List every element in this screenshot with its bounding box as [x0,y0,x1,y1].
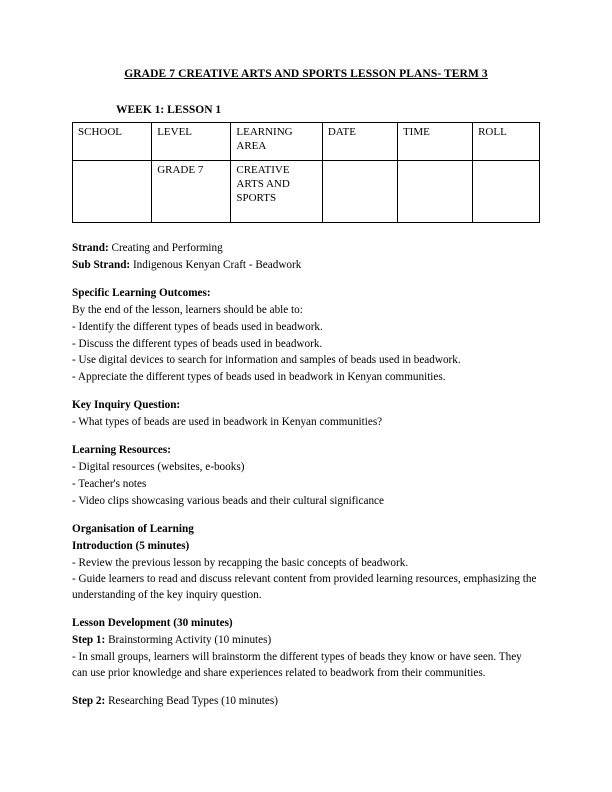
strand-value: Creating and Performing [108,242,223,254]
cell-level: GRADE 7 [152,161,231,223]
strand-label: Strand: [72,242,109,254]
step1-value: Brainstorming Activity (10 minutes) [105,634,272,647]
introduction-item: - Review the previous lesson by recapping the basic concepts of beadwork. [72,556,409,569]
header-date: DATE [322,123,397,161]
inquiry-heading: Key Inquiry Question: [72,399,181,412]
table-row [73,161,540,223]
outcome-item: - Use digital devices to search for information and samples of beads used in beadwork. [72,354,461,367]
lesson-info-table [72,122,540,223]
header-roll: ROLL [473,123,540,161]
header-level: LEVEL [152,123,231,161]
header-time: TIME [397,123,472,161]
step2-line [72,694,540,710]
table-header-row [73,123,540,161]
step2-value: Researching Bead Types (10 minutes) [105,694,278,707]
organisation-heading: Organisation of Learning [72,522,194,535]
spacer [72,511,540,522]
outcomes-intro: By the end of the lesson, learners should be able to: [72,303,303,316]
lesson-development-heading: Lesson Development (30 minutes) [72,617,233,630]
substrand-label: Sub Strand: [72,258,131,271]
step1-line [72,633,540,649]
cell-school [73,161,152,223]
resource-item: - Video clips showcasing various beads and their cultural significance [72,494,384,507]
substrand-line [72,258,540,274]
step2-label: Step 2: [72,694,106,707]
header-learning-area: LEARNING AREA [231,123,322,161]
introduction-heading: Introduction (5 minutes) [72,539,190,552]
cell-date [322,161,397,223]
inquiry-item: - What types of beads are used in beadwork in Kenyan communities? [72,416,383,429]
cell-time [397,161,472,223]
page-title: GRADE 7 CREATIVE ARTS AND SPORTS LESSON PLANS- TERM 3 [124,68,488,80]
outcomes-heading: Specific Learning Outcomes: [72,286,211,299]
substrand-value: Indigenous Kenyan Craft - Beadwork [130,258,302,271]
resources-heading: Learning Resources: [72,444,171,457]
spacer [72,432,540,443]
header-school: SCHOOL [73,123,152,161]
outcome-item: - Appreciate the different types of beads used in beadwork in Kenyan communities. [72,371,446,384]
cell-learning-area: CREATIVE ARTS AND SPORTS [231,161,322,223]
spacer [72,275,540,286]
step1-label: Step 1: [72,634,106,647]
lesson-body [72,241,540,710]
week-lesson-heading: WEEK 1: LESSON 1 [116,104,222,116]
step1-item: - In small groups, learners will brainstorm the different types of beads they know or have seen. They can use prior knowledge and share experiences related to beadwork from their communities. [72,651,522,679]
resource-item: - Teacher's notes [72,477,147,490]
outcome-item: - Discuss the different types of beads used in beadwork. [72,337,323,350]
introduction-item: - Guide learners to read and discuss relevant content from provided learning resources, emphasizing the understanding of the key inquiry question. [72,573,537,602]
spacer [72,683,540,694]
outcome-item: - Identify the different types of beads used in beadwork. [72,320,323,333]
cell-roll [473,161,540,223]
strand-line [72,241,540,257]
spacer [72,387,540,398]
spacer [72,605,540,616]
resource-item: - Digital resources (websites, e-books) [72,460,245,473]
